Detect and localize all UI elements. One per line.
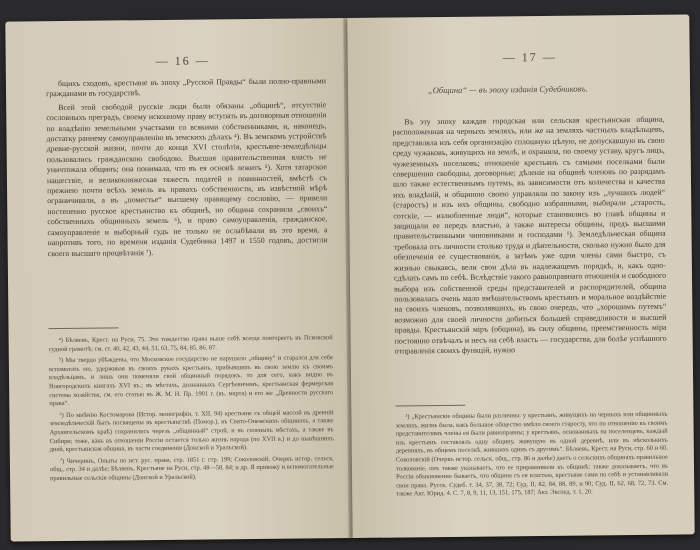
body-text	[392, 115, 667, 360]
footnote: ⁵) Мы твердо убѣждены, что Московское государство не нарушало „общину“ и старался для себя вспомогать ею, удерживая въ своихъ рукахъ крестьянъ, прибывшихъ въ свою землю къ своимъ владѣльцамъ, и лишь они поменяли свой общинный порядокъ, то для сего, какъ видно въ Новгородскихъ книгахъ XVI въ.; въ мѣстахъ, дознанныхъ Сергѣевичемъ, крестьянская фермерская система хозяйства, см. его статью въ Ж. М. Н. Пр. 1901 г. (въ. марта) и его же „Древности русскаго права“.	[48, 354, 334, 408]
footnotes	[395, 411, 668, 503]
footnote-divider	[49, 327, 119, 329]
footnote-divider	[395, 405, 465, 407]
left-page	[5, 18, 350, 542]
footnote: ¹) „Крестьянскіе общины были различны: у крестьянъ, живущихъ на черныхъ или общинныхъ земляхъ, жизнь была, какъ большое общество имѣло своего старосту, что по отношенію къ своимъ представителямъ члены ея были равноправны; у крестьянъ, основанныхъ на поселенцевъ, каждый изъ крестьянъ составлялъ одну общину, живущую въ одной деревнѣ, или въ нѣсколькихъ деревняхъ, въ общемъ поселкѣ, жившихъ одинъ съ другимъ“. Бѣляевъ, Крест. на Руси, стр. 60 и 60. Соколовскій (Очеркъ истор. сельск. общ., стр. 86 и далѣе) даетъ о сельскихъ общинахъ правильное толкованіе, онъ также указываетъ, что ее приравнивали къ общинѣ; также доказываетъ, что въ Россіи обыкновенно бываетъ, что община съ ея властью, крестьяне сами по себѣ и устанавливали свои права. Русск. Судеб. т. 34, 37, 38, 72; Суд. II, 82, 84, 88, 89, и 90; Суд. II, 62, 68, 72, 73. См. также Акт. Юрид. 4. С. 7, 8, 9, 11, 13, 151, 175, 187; Акт. Экспед. т. 1, 20.	[395, 410, 669, 498]
page-number: — 16 —	[155, 53, 210, 69]
page-number: — 17 —	[502, 49, 557, 65]
paragraph: бщихъ сходовъ, крестьяне въ эпоху „Русской Правды“ были полно-правными гражданами въ государствѣ.	[46, 76, 326, 99]
footnote: ⁷) Чичеринъ, Опыты по ист. рус. права, стр. 1851 г. стр. 199; Соколовскій, Очеркъ истор. сельск. общ., стр. 34 и далѣе; Бѣляевъ, Крестьяне на Руси, стр. 48—58, 84; и др. Я привожу и вспомогательные правильные сельскія общины (Донской и Уральской).	[49, 454, 335, 483]
footnotes	[49, 334, 335, 486]
running-head: „Община“ — въ эпоху изданія Судебниковъ.	[427, 83, 588, 96]
right-page	[347, 14, 694, 538]
footnote: ⁶) По мнѣнію Костомарова (Истор. монографіи, т. XII, 94) крестьяне съ общей массой въ древній земледѣльческій бытъ посвящены въ крестьянствѣ (Помор.), въ Свято-Онежскихъ общинахъ, а также Архангельскомъ краѣ) сохранились черезъ „общинный“ строй, и въ соленыхъ мѣстахъ, а также въ Сибири; тоже, какъ въ отношеніи Россіи остается только жизнь народа (по XVII в.) и до нынѣшнихъ дней, крестьянская община, въ части соединенія (Донской и Уральской).	[49, 408, 334, 454]
paragraph: Всей этой свободой русскіе люди были обязаны „общинѣ“, отсутствіе сословныхъ преградъ, своему исконному праву вступать въ договорныя отношенія по владѣнію земельными участками со всякими собственниками, и, наконецъ, достатку раннему самоуправленію въ земскихъ дѣлахъ ⁴). Въ земскомъ устройствѣ древне-русской жизни, почти до конца XVI столѣтія, крестьяне-земледѣльцы пользовались гражданскою свободою. Высшая правительственная власть не уничтожала общинъ; она понимала, что въ ея основѣ лежитъ ⁵). Хотя татарское нашествіе, и великокняжеская тяжесть податей и повинностей, вмѣстѣ съ прежнею почти всѣхъ земель въ правахъ собственности, въ извѣстной мѣрѣ ограничивали, а въ „поместье“ высшему правящему сословію, — привели постепенно русское крестьянство къ общинѣ, но община сохранила „своихъ“ собственныхъ общинныхъ земель ⁶), и право самоуправленія, гражданское, самоуправленіе и выборный судъ не только не ослабѣвали въ это время, а напротивъ того, по времени изданія Судебника 1497 и 1550 годовъ, достигли своего высшаго процвѣтанія ⁷).	[46, 100, 328, 258]
book-spread	[5, 14, 694, 541]
body-text	[46, 76, 328, 262]
paragraph: Въ эту эпоху каждая городская или сельская крестьянская община, расположенная на черныхъ земляхъ, или же на земляхъ частныхъ владѣльцевъ, представляла изъ себя организацію сплошную цѣлую, не допускавшую въ свою среду чужаковъ, живущихъ на землѣ, и охраняла, по своему уставу, кругъ лицъ, чужеземныхъ поселковъ; отношеніе крестьянъ съ самыми поселками были совершенно свободны, договорные; дѣленіе на общинѣ членовъ по разрядамъ шло также естественнымъ путемъ, въ зависимости отъ количества и качества ихъ владѣній, и общиною своею управляли по закону изъ „лучшихъ людей“ (старостъ) и изъ ихъ общины, свободно избранными, выбирали „старость, сотскіе, — излюбленные люди“, которые становились во главѣ общины и защищали ее передъ властью, а также интересы общины, предъ высшими правительственными чиновниками и господами ¹). Земледѣльческая община требовала отъ личности столько труда и дѣятельности, сколько нужно было для обезпеченія ее существованія, а затѣмъ уже одни члены сами быстро, съ жизнью свыкаясь, вели свои дѣла въ надлежащемъ порядкѣ, и, какъ одно-сдѣлать самъ по себѣ. Вслѣдствіе такого равноправнаго отношенія и свободного выбора изъ собственной среды представителей и распорядителей, община пользовалась очень мало вмѣшательствомъ крестьянъ и моральное воздѣйствіе на своихъ членовъ, позволявшихъ, въ свою очередь, что „хорошимъ путемъ“ возможно для своей личности добиться большей справедливости и высшей правды. Крестьянскій міръ (община), въ силу общины, преемственность міра постоянно отвѣчалъ и несъ на себѣ власть — государства, для болѣе успѣшного отправленія своихъ функцій, нужно	[392, 114, 667, 356]
footnote: ⁴) Бѣляевъ, Крест. на Руси, 75. Это тождество права выше себѣ всегда повторяетъ въ Псковской судной грамотѣ; см. ст. 40, 42, 43, 44, 51, 63, 75, 84, 85, 86, 87.	[48, 334, 333, 353]
